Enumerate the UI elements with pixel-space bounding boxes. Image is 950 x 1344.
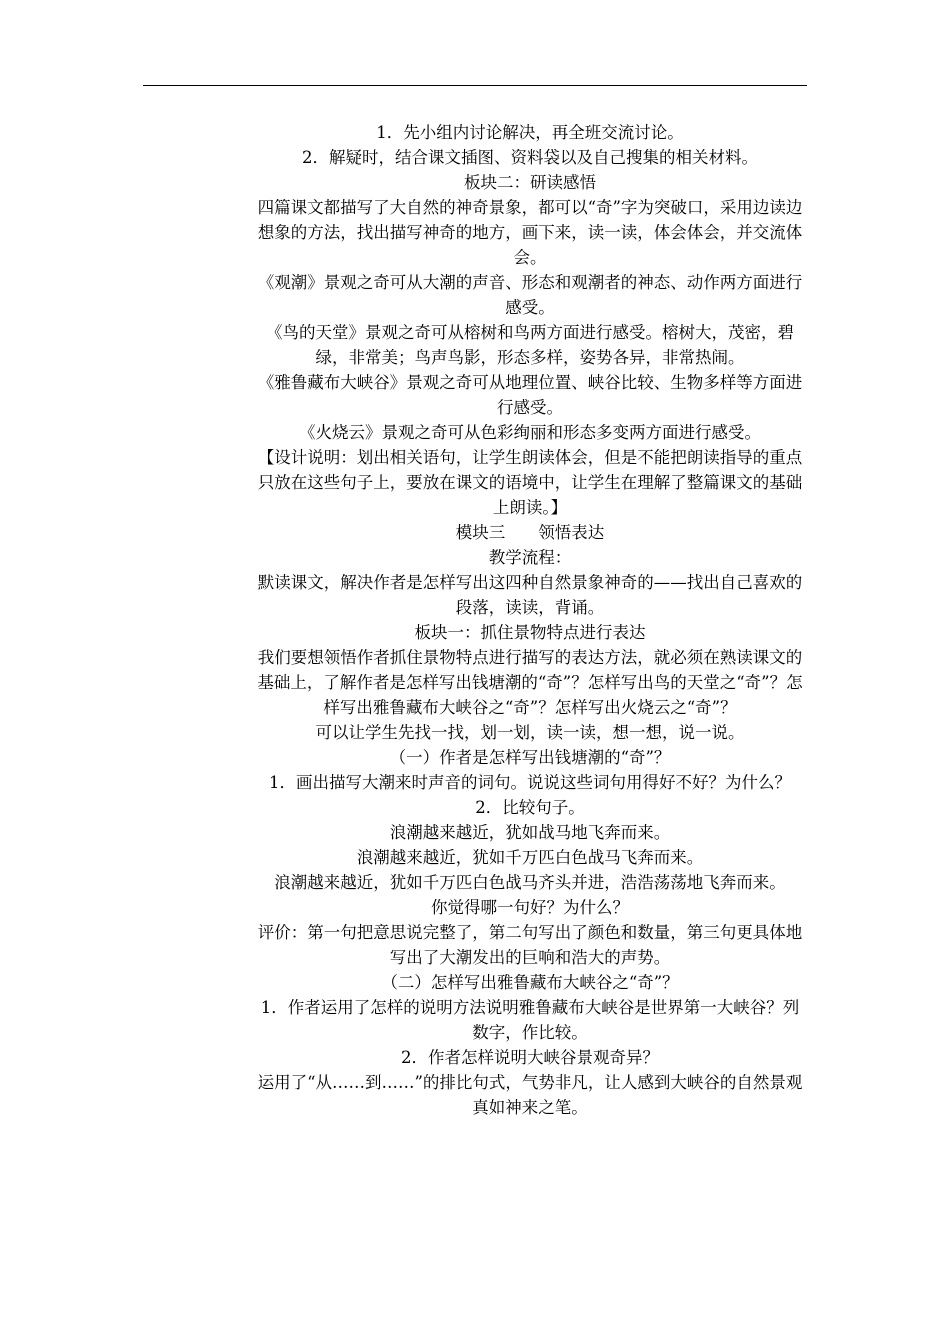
- paragraph: 1．画出描写大潮来时声音的词句。说说这些词句用得好不好？为什么？: [269, 773, 791, 792]
- paragraph: 2．解疑时，结合课文插图、资料袋以及自己搜集的相关材料。: [302, 148, 758, 167]
- subheading: 教学流程：: [488, 548, 572, 567]
- paragraph: 评价：第一句把意思说完整了，第二句写出了颜色和数量，第三句更具体地写出了大潮发出的巨响和浩大的声势。: [257, 923, 803, 967]
- example-sentence: 浪潮越来越近，犹如千万匹白色战马飞奔而来。: [356, 848, 704, 867]
- paragraph: 1．作者运用了怎样的说明方法说明雅鲁藏布大峡谷是世界第一大峡谷？列数字，作比较。: [260, 998, 800, 1042]
- paragraph: 四篇课文都描写了大自然的神奇景象，都可以“奇”字为突破口，采用边读边想象的方法，找出描写神奇的地方，画下来，读一读，体会体会，并交流体会。: [257, 198, 803, 267]
- subheading: （一）作者是怎样写出钱塘潮的“奇”？: [389, 748, 671, 767]
- document-body: [255, 120, 805, 1120]
- paragraph: 我们要想领悟作者抓住景物特点进行描写的表达方法，就必须在熟读课文的基础上，了解作者是怎样写出钱塘潮的“奇”？怎样写出鸟的天堂之“奇”？怎样写出雅鲁藏布大峡谷之“奇”？怎样写出火烧云之“奇”？: [257, 648, 803, 717]
- paragraph: 你觉得哪一句好？为什么？: [431, 898, 629, 917]
- paragraph: 默读课文，解决作者是怎样写出这四种自然景象神奇的——找出自己喜欢的段落，读读，背诵。: [257, 573, 803, 617]
- paragraph: 《雅鲁藏布大峡谷》景观之奇可从地理位置、峡谷比较、生物多样等方面进行感受。: [257, 373, 803, 417]
- design-note: 【设计说明：划出相关语句，让学生朗读体会，但是不能把朗读指导的重点只放在这些句子上，要放在课文的语境中，让学生在理解了整篇课文的基础上朗读。】: [257, 448, 803, 517]
- section-heading: 板块一：抓住景物特点进行表达: [414, 623, 646, 642]
- paragraph: 《火烧云》景观之奇可从色彩绚丽和形态多变两方面进行感受。: [299, 423, 761, 442]
- paragraph: 1．先小组内讨论解决，再全班交流讨论。: [376, 123, 684, 142]
- example-sentence: 浪潮越来越近，犹如千万匹白色战马齐头并进，浩浩荡荡地飞奔而来。: [274, 873, 786, 892]
- paragraph: 《鸟的天堂》景观之奇可从榕树和鸟两方面进行感受。榕树大，茂密，碧绿，非常美；鸟声鸟影，形态多样，姿势各异，非常热闹。: [266, 323, 794, 367]
- section-heading: 板块二：研读感悟: [464, 173, 596, 192]
- paragraph: 运用了“从……到……”的排比句式，气势非凡，让人感到大峡谷的自然景观真如神来之笔。: [257, 1073, 803, 1117]
- subheading: （二）怎样写出雅鲁藏布大峡谷之“奇”？: [381, 973, 679, 992]
- paragraph: 2．作者怎样说明大峡谷景观奇异？: [401, 1048, 659, 1067]
- paragraph: 《观潮》景观之奇可从大潮的声音、形态和观潮者的神态、动作两方面进行感受。: [257, 273, 803, 317]
- header-rule: [143, 85, 807, 86]
- section-heading: 模块三 领悟表达: [455, 523, 605, 542]
- paragraph: 2．比较句子。: [475, 798, 585, 817]
- example-sentence: 浪潮越来越近，犹如战马地飞奔而来。: [389, 823, 671, 842]
- paragraph: 可以让学生先找一找，划一划，读一读，想一想，说一说。: [315, 723, 745, 742]
